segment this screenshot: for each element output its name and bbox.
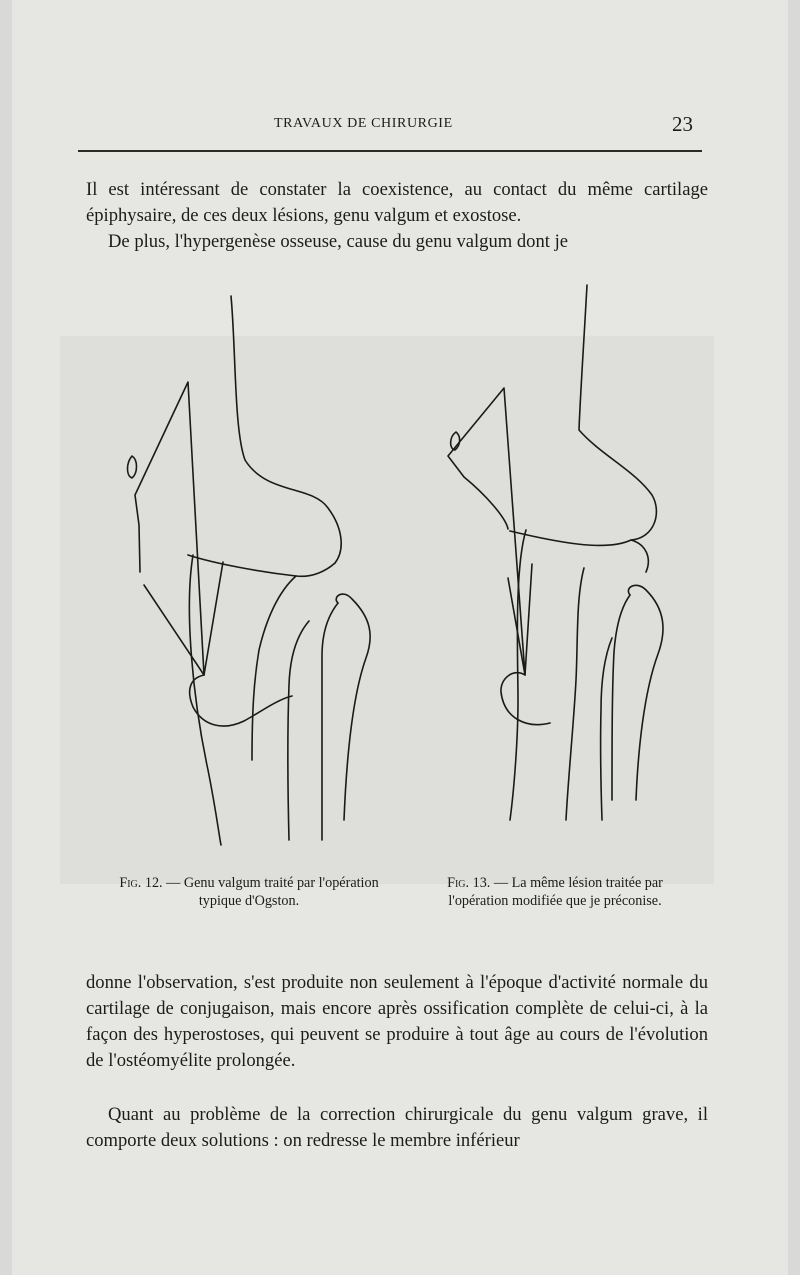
page-number: 23: [672, 112, 693, 136]
paragraph-3: donne l'observation, s'est produite non seulement à l'époque d'activité normale du cartilage de conjugaison, mais encore après ossification complète de celui-ci, à la façon des hyperostoses, qui peuvent se produire à tout âge au cours de l'évolution de l'ostéomyélite prolongée.: [86, 972, 708, 1071]
text-block-top: [86, 177, 708, 255]
figure-13-caption-text: — La même lésion traitée par l'opération modifiée que je préconise.: [448, 875, 663, 909]
paragraph-4: Quant au problème de la correction chirurgicale du genu valgum grave, il comporte deux solutions : on redresse le membre inférieur: [86, 1104, 708, 1151]
knee-illustrations: [56, 280, 718, 888]
figure-13-label: Fig. 13.: [447, 875, 491, 891]
figure-12-caption: [118, 874, 380, 910]
text-block-bottom: [86, 1102, 708, 1154]
running-title: TRAVAUX DE CHIRURGIE: [274, 116, 453, 131]
plate-background: [60, 336, 714, 884]
figure-13-caption: [424, 874, 686, 910]
figure-area: [56, 280, 718, 888]
figure-12-label: Fig. 12.: [119, 875, 163, 891]
header-rule: [78, 150, 702, 152]
figure-12-caption-text: — Genu valgum traité par l'opération typique d'Ogston.: [166, 875, 379, 909]
paragraph-2: De plus, l'hypergenèse osseuse, cause du genu valgum dont je: [108, 231, 568, 252]
page-header: [12, 112, 788, 136]
book-page: [12, 0, 788, 1275]
paragraph-1: Il est intéressant de constater la coexistence, au contact du même cartilage épiphysaire, de ces deux lésions, genu valgum et exostose.: [86, 179, 708, 226]
